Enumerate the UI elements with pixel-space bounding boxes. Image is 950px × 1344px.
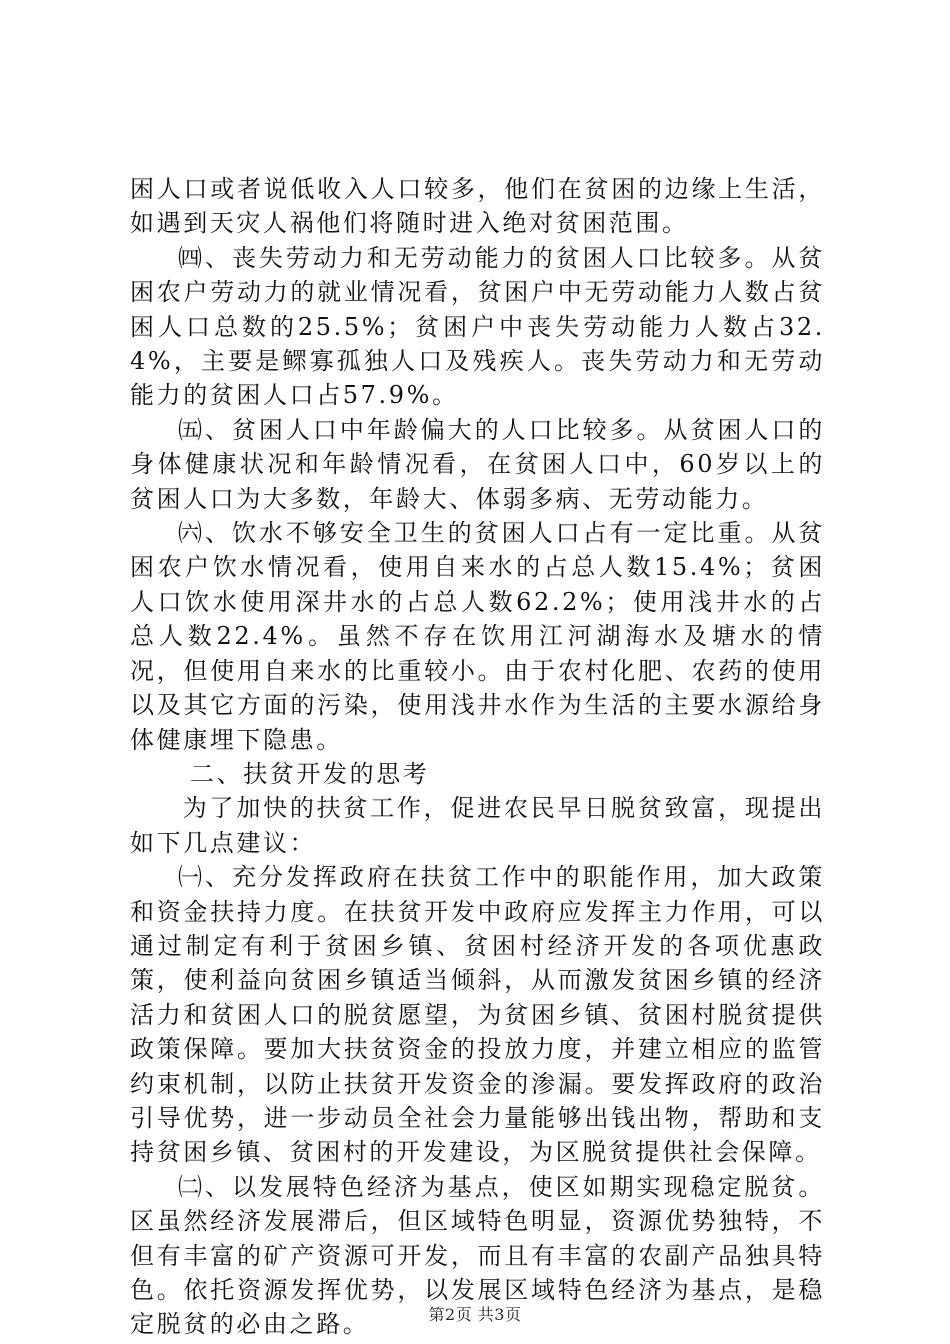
paragraph-continuation: 困人口或者说低收入人口较多，他们在贫困的边缘上生活，如遇到天灾人祸他们将随时进入绝对贫困范围。 (130, 175, 825, 238)
paragraph-intro: 为了加快的扶贫工作，促进农民早日脱贫致富，现提出如下几点建议： (130, 794, 825, 857)
paragraph-item-5: ㈤、贫困人口中年龄偏大的人口比较多。从贫困人口的身体健康状况和年龄情况看，在贫困人口中，60岁以上的贫困人口为大多数，年龄大、体弱多病、无劳动能力。 (130, 415, 825, 513)
paragraph-suggestion-1: ㈠、充分发挥政府在扶贫工作中的职能作用，加大政策和资金扶持力度。在扶贫开发中政府应发挥主力作用，可以通过制定有利于贫困乡镇、贫困村经济开发的各项优惠政策，使利益向贫困乡镇适当倾斜，从而激发贫困乡镇的经济活力和贫困人口的脱贫愿望，为贫困乡镇、贫困村脱贫提供政策保障。要加大扶贫资金的投放力度，并建立相应的监管约束机制，以防止扶贫开发资金的渗漏。要发挥政府的政治引导优势，进一步动员全社会力量能够出钱出物，帮助和支持贫困乡镇、贫困村的开发建设，为区脱贫提供社会保障。 (130, 863, 825, 1167)
section-heading: 二、扶贫开发的思考 (190, 759, 430, 788)
paragraph-suggestion-2: ㈡、以发展特色经济为基点，使区如期实现稳定脱贫。区虽然经济发展滞后，但区域特色明显，资源优势独特，不但有丰富的矿产资源可开发，而且有丰富的农副产品独具特色。依托资源发挥优势，以发展区域特色经济为基点，是稳定脱贫的必由之路。 (130, 1172, 825, 1339)
paragraph-item-6: ㈥、饮水不够安全卫生的贫困人口占有一定比重。从贫困农户饮水情况看，使用自来水的占总人数15.4%；贫困人口饮水使用深井水的占总人数62.2%；使用浅井水的占总人数22.4%。虽然不存在饮用江河湖海水及塘水的情况，但使用自来水的比重较小。由于农村化肥、农药的使用以及其它方面的污染，使用浅井水作为生活的主要水源给身体健康埋下隐患。 (130, 519, 825, 754)
page-footer: 第2页 共3页 (428, 1305, 522, 1324)
document-body (130, 172, 825, 1342)
paragraph-item-4: ㈣、丧失劳动力和无劳动能力的贫困人口比较多。从贫困农户劳动力的就业情况看，贫困户中无劳动能力人数占贫困人口总数的25.5%；贫困户中丧失劳动能力人数占32.4%，主要是鳏寡孤独人口及残疾人。丧失劳动力和无劳动能力的贫困人口占57.9%。 (130, 243, 825, 410)
